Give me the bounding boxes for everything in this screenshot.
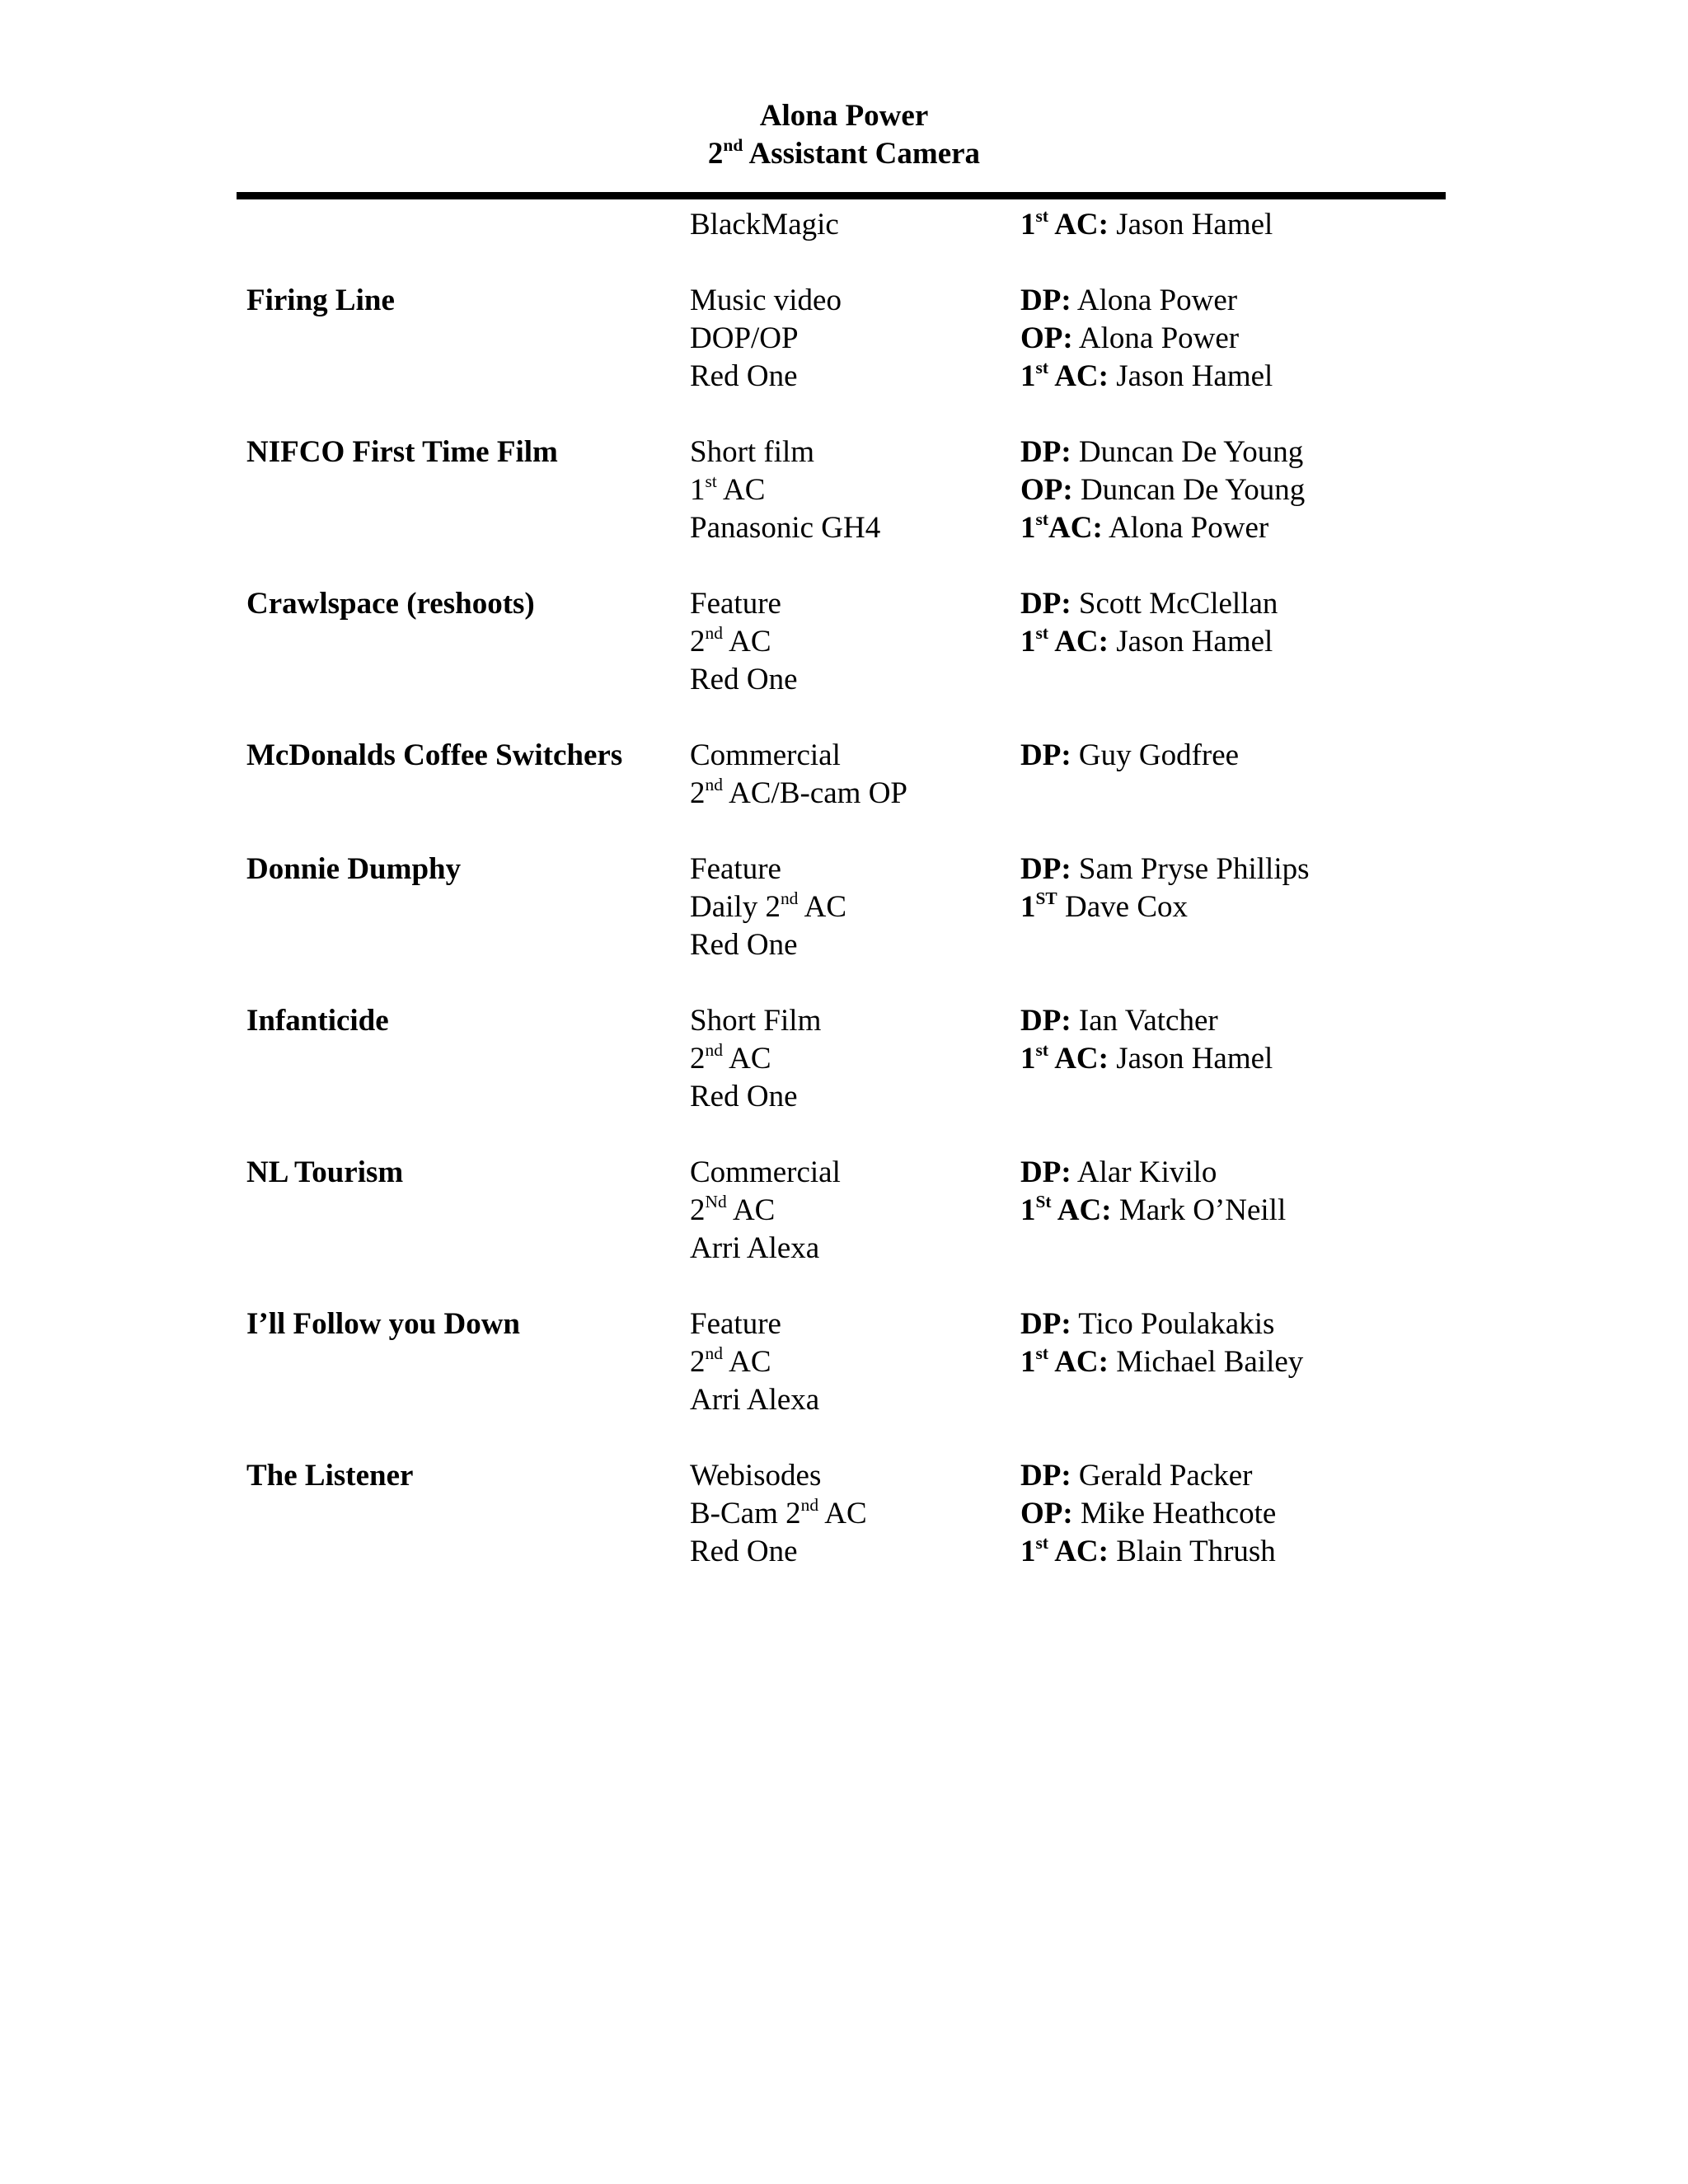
crew-role-label: AC:: [1048, 359, 1109, 393]
crew-role-superscript: st: [1035, 509, 1048, 529]
detail-line: [690, 1078, 1003, 1116]
crew-role-number: 1: [1020, 359, 1036, 393]
crew-line: [1020, 434, 1449, 471]
detail-line: [690, 888, 1003, 926]
crew-line: [1020, 1040, 1449, 1078]
detail-text: 2: [690, 625, 706, 658]
detail-text: Feature: [690, 852, 781, 886]
crew-person-name: Tico Poulakakis: [1071, 1307, 1275, 1341]
crew-person-name: Jason Hamel: [1108, 359, 1273, 393]
detail-suffix: AC: [722, 1042, 771, 1076]
credit-row: [0, 1305, 1688, 1457]
crew-role-number: 1: [1020, 1345, 1036, 1379]
detail-text: Music video: [690, 284, 842, 317]
detail-text: Webisodes: [690, 1459, 822, 1493]
detail-superscript: Nd: [705, 1191, 727, 1212]
project-details: [690, 1457, 1003, 1571]
crew-role-superscript: St: [1035, 1191, 1052, 1212]
crew-person-name: Alona Power: [1071, 284, 1238, 317]
credit-row: [0, 1154, 1688, 1305]
detail-suffix: AC: [726, 1193, 776, 1227]
crew-role-label: DP:: [1020, 1155, 1071, 1189]
project-title: The Listener: [246, 1459, 414, 1493]
crew-role-number: 1: [1020, 1042, 1036, 1076]
project-details: [690, 737, 1003, 813]
detail-line: [690, 358, 1003, 396]
crew-person-name: Sam Pryse Phillips: [1071, 852, 1310, 886]
project-details: [690, 851, 1003, 964]
crew-line: [1020, 1305, 1449, 1343]
detail-text: 2: [690, 1042, 706, 1076]
person-name: Alona Power: [759, 99, 929, 133]
role-superscript: nd: [723, 134, 743, 155]
crew-credits: [1020, 1457, 1449, 1571]
detail-line: [690, 1495, 1003, 1533]
detail-line: [690, 434, 1003, 471]
detail-superscript: nd: [705, 622, 723, 643]
detail-text: 2: [690, 1193, 706, 1227]
crew-person-name: Alar Kivilo: [1071, 1155, 1217, 1189]
project-details: [690, 282, 1003, 396]
crew-role-label: DP:: [1020, 587, 1071, 621]
crew-credits: [1020, 1305, 1449, 1381]
detail-text: Feature: [690, 587, 781, 621]
project-title: McDonalds Coffee Switchers: [246, 738, 623, 772]
detail-text: DOP/OP: [690, 321, 799, 355]
crew-person-name: Ian Vatcher: [1071, 1004, 1218, 1038]
crew-line: [1020, 737, 1449, 775]
header-divider: [237, 192, 1446, 199]
detail-text: Arri Alexa: [690, 1231, 820, 1265]
crew-person-name: Jason Hamel: [1108, 208, 1273, 241]
detail-line: [690, 1457, 1003, 1495]
crew-line: [1020, 1533, 1449, 1571]
detail-superscript: nd: [705, 1343, 723, 1363]
detail-text: 1: [690, 473, 706, 507]
detail-line: [690, 471, 1003, 509]
crew-role-superscript: st: [1035, 622, 1048, 643]
crew-line: [1020, 358, 1449, 396]
detail-suffix: AC: [798, 890, 847, 924]
crew-line: [1020, 1343, 1449, 1381]
role-number: 2: [707, 137, 724, 171]
crew-credits: [1020, 206, 1449, 244]
detail-superscript: nd: [780, 888, 799, 908]
detail-line: [690, 851, 1003, 888]
detail-line: [690, 1192, 1003, 1230]
detail-line: [690, 775, 1003, 813]
detail-line: [690, 206, 1003, 244]
detail-superscript: nd: [705, 774, 723, 794]
project-details: [690, 1305, 1003, 1419]
crew-role-label: AC:: [1051, 1193, 1112, 1227]
crew-role-label: OP:: [1020, 473, 1073, 507]
crew-person-name: Alona Power: [1102, 511, 1269, 545]
detail-text: 2: [690, 1345, 706, 1379]
detail-line: [690, 1381, 1003, 1419]
crew-person-name: Duncan De Young: [1072, 473, 1306, 507]
credit-row: [0, 737, 1688, 851]
detail-text: Daily 2: [690, 890, 781, 924]
detail-text: Short Film: [690, 1004, 822, 1038]
crew-role-number: 1: [1020, 208, 1036, 241]
crew-line: [1020, 471, 1449, 509]
crew-line: [1020, 585, 1449, 623]
project-title: NL Tourism: [246, 1155, 404, 1189]
credit-row: [0, 1002, 1688, 1154]
crew-role-number: 1: [1020, 1535, 1036, 1568]
credit-row: [0, 585, 1688, 737]
detail-suffix: AC: [722, 625, 771, 658]
detail-line: [690, 1040, 1003, 1078]
detail-line: [690, 1154, 1003, 1192]
project-title: Donnie Dumphy: [246, 852, 462, 886]
project-title: I’ll Follow you Down: [246, 1307, 521, 1341]
crew-role-label: DP:: [1020, 1004, 1071, 1038]
credit-row: [0, 1457, 1688, 1571]
crew-role-label: AC:: [1048, 1345, 1109, 1379]
credit-row: [0, 434, 1688, 585]
crew-role-label: DP:: [1020, 1307, 1071, 1341]
crew-role-superscript: st: [1035, 1532, 1048, 1553]
crew-line: [1020, 1192, 1449, 1230]
crew-role-label: AC:: [1048, 625, 1109, 658]
detail-suffix: AC: [818, 1497, 867, 1530]
crew-person-name: Alona Power: [1072, 321, 1240, 355]
detail-line: [690, 623, 1003, 661]
detail-line: [690, 1533, 1003, 1571]
project-details: [690, 585, 1003, 699]
project-title: Crawlspace (reshoots): [246, 587, 535, 621]
crew-line: [1020, 206, 1449, 244]
crew-line: [1020, 509, 1449, 547]
credit-row: [0, 851, 1688, 1002]
detail-text: Short film: [690, 435, 815, 469]
crew-credits: [1020, 434, 1449, 547]
crew-role-label: DP:: [1020, 435, 1071, 469]
detail-text: Feature: [690, 1307, 781, 1341]
project-details: [690, 1002, 1003, 1116]
detail-text: Red One: [690, 1535, 798, 1568]
detail-text: Red One: [690, 1080, 798, 1113]
detail-line: [690, 1230, 1003, 1268]
detail-line: [690, 320, 1003, 358]
project-details: [690, 206, 1003, 244]
crew-person-name: Michael Bailey: [1108, 1345, 1304, 1379]
detail-line: [690, 661, 1003, 699]
crew-role-label: AC:: [1048, 511, 1103, 545]
crew-person-name: Duncan De Young: [1071, 435, 1304, 469]
crew-role-label: OP:: [1020, 1497, 1073, 1530]
detail-text: B-Cam 2: [690, 1497, 801, 1530]
crew-line: [1020, 1495, 1449, 1533]
crew-line: [1020, 1154, 1449, 1192]
detail-line: [690, 926, 1003, 964]
crew-role-label: DP:: [1020, 738, 1071, 772]
crew-role-label: DP:: [1020, 284, 1071, 317]
detail-line: [690, 282, 1003, 320]
detail-suffix: AC: [716, 473, 766, 507]
credit-row: [0, 282, 1688, 434]
detail-suffix: AC: [722, 1345, 771, 1379]
crew-role-superscript: st: [1035, 1343, 1048, 1363]
detail-line: [690, 1305, 1003, 1343]
crew-line: [1020, 1002, 1449, 1040]
crew-role-superscript: st: [1035, 1039, 1048, 1060]
detail-line: [690, 1343, 1003, 1381]
crew-person-name: Mark O’Neill: [1111, 1193, 1287, 1227]
crew-person-name: Jason Hamel: [1108, 625, 1273, 658]
crew-line: [1020, 282, 1449, 320]
detail-superscript: nd: [705, 1039, 723, 1060]
crew-credits: [1020, 737, 1449, 775]
crew-role-number: 1: [1020, 625, 1036, 658]
crew-credits: [1020, 1154, 1449, 1230]
crew-role-label: DP:: [1020, 852, 1071, 886]
crew-role-number: 1: [1020, 1193, 1036, 1227]
crew-credits: [1020, 1002, 1449, 1078]
detail-suffix: AC/B-cam OP: [722, 776, 908, 810]
detail-text: Red One: [690, 928, 798, 962]
crew-person-name: Scott McClellan: [1071, 587, 1278, 621]
detail-text: 2: [690, 776, 706, 810]
crew-line: [1020, 623, 1449, 661]
project-title: Firing Line: [246, 284, 395, 317]
credits-table: [0, 206, 1688, 1571]
crew-person-name: Guy Godfree: [1071, 738, 1240, 772]
detail-text: Commercial: [690, 1155, 841, 1189]
crew-role-label: AC:: [1048, 1042, 1109, 1076]
detail-line: [690, 509, 1003, 547]
crew-person-name: Gerald Packer: [1071, 1459, 1253, 1493]
crew-role-number: 1: [1020, 511, 1036, 545]
project-title: Infanticide: [246, 1004, 389, 1038]
crew-role-label: OP:: [1020, 321, 1073, 355]
crew-credits: [1020, 585, 1449, 661]
crew-role-label: DP:: [1020, 1459, 1071, 1493]
detail-line: [690, 1002, 1003, 1040]
detail-line: [690, 737, 1003, 775]
crew-role-number: 1: [1020, 890, 1036, 924]
person-role: [0, 135, 1688, 173]
crew-credits: [1020, 282, 1449, 396]
crew-line: [1020, 320, 1449, 358]
crew-person-name: Mike Heathcote: [1072, 1497, 1277, 1530]
crew-line: [1020, 888, 1449, 926]
project-details: [690, 434, 1003, 547]
crew-role-label: AC:: [1048, 1535, 1109, 1568]
detail-line: [690, 585, 1003, 623]
detail-text: Commercial: [690, 738, 841, 772]
crew-person-name: Jason Hamel: [1108, 1042, 1273, 1076]
crew-person-name: Blain Thrush: [1108, 1535, 1276, 1568]
project-title: NIFCO First Time Film: [246, 435, 558, 469]
detail-superscript: st: [705, 471, 717, 491]
crew-line: [1020, 1457, 1449, 1495]
credit-row: [0, 206, 1688, 282]
resume-header: [0, 97, 1688, 173]
crew-role-superscript: st: [1035, 205, 1048, 226]
project-details: [690, 1154, 1003, 1268]
detail-superscript: nd: [800, 1494, 819, 1515]
crew-role-superscript: st: [1035, 357, 1048, 377]
crew-credits: [1020, 851, 1449, 926]
crew-role-superscript: ST: [1035, 888, 1057, 908]
detail-text: Red One: [690, 359, 798, 393]
detail-text: Red One: [690, 663, 798, 696]
crew-line: [1020, 851, 1449, 888]
crew-person-name: Dave Cox: [1057, 890, 1188, 924]
detail-text: BlackMagic: [690, 208, 839, 241]
detail-text: Panasonic GH4: [690, 511, 881, 545]
detail-text: Arri Alexa: [690, 1383, 820, 1417]
crew-role-label: AC:: [1048, 208, 1109, 241]
role-text: Assistant Camera: [743, 137, 981, 171]
